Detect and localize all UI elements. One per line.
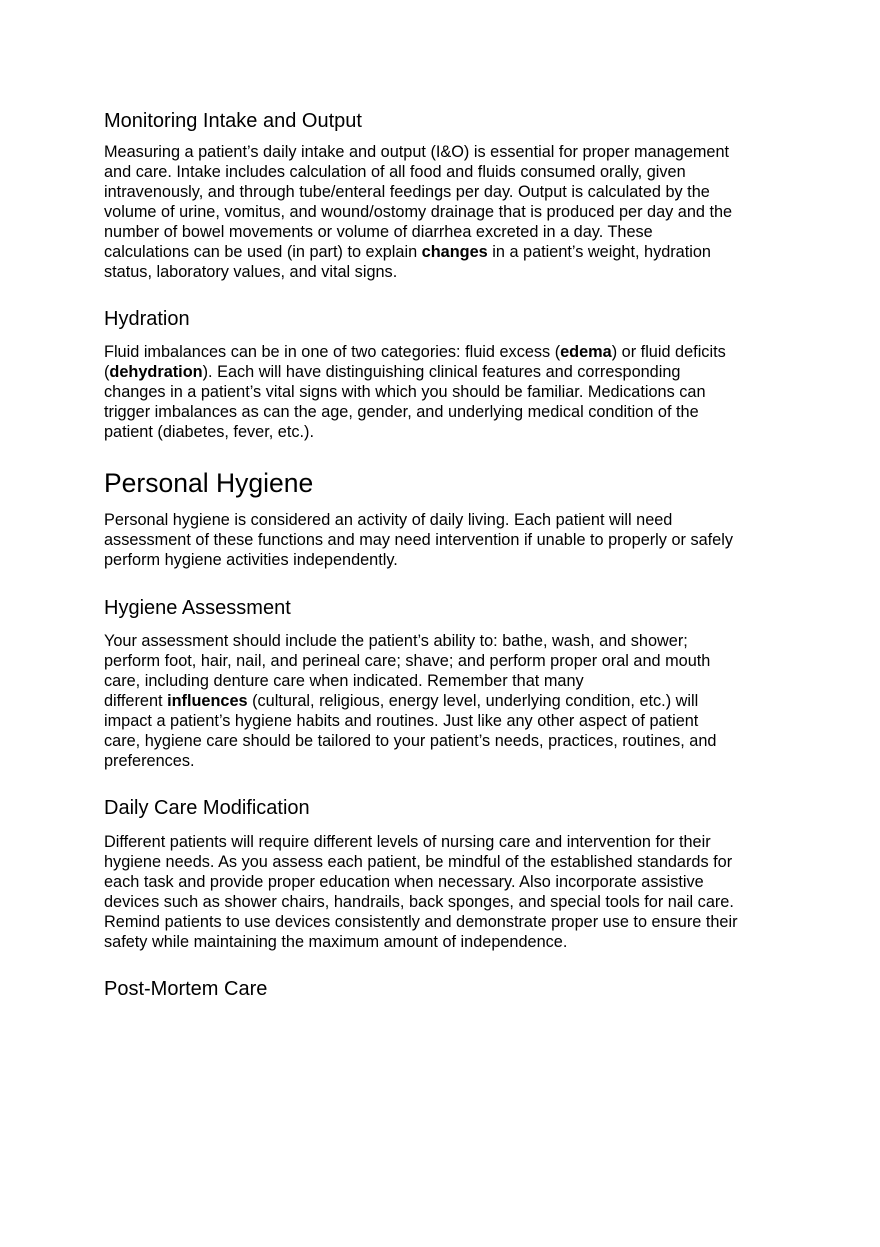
bold-term-dehydration: dehydration (109, 363, 203, 381)
paragraph-hygiene-assessment (104, 631, 784, 771)
heading-post-mortem-care: Post-Mortem Care (104, 978, 268, 1000)
heading-hydration: Hydration (104, 308, 190, 330)
heading-intake-output: Monitoring Intake and Output (104, 110, 362, 132)
text-line: Your assessment should include the patient’s ability to: bathe, wash, and shower; (104, 632, 688, 650)
text-line (104, 362, 784, 382)
heading-hygiene-assessment: Hygiene Assessment (104, 597, 291, 619)
paragraph-hydration (104, 342, 784, 442)
text-line: status, laboratory values, and vital signs. (104, 263, 398, 281)
text-line: assessment of these functions and may need intervention if unable to properly or safely (104, 531, 733, 549)
bold-term-influences: influences (167, 692, 248, 710)
text-line (104, 342, 784, 362)
text-segment: calculations can be used (in part) to explain (104, 243, 422, 261)
text-line: Personal hygiene is considered an activity of daily living. Each patient will need (104, 511, 673, 529)
text-line: patient (diabetes, fever, etc.). (104, 423, 314, 441)
text-segment: ). Each will have distinguishing clinical features and corresponding (202, 363, 681, 381)
text-segment: ( (104, 363, 110, 381)
text-line: impact a patient’s hygiene habits and routines. Just like any other aspect of patient (104, 712, 699, 730)
text-line: perform foot, hair, nail, and perineal care; shave; and perform proper oral and mouth (104, 652, 711, 670)
heading-daily-care-modification: Daily Care Modification (104, 797, 310, 819)
text-line: volume of urine, vomitus, and wound/ostomy drainage that is produced per day and the (104, 203, 733, 221)
bold-term-changes: changes (421, 243, 488, 261)
text-segment: different (104, 692, 168, 710)
paragraph-intake-output (104, 142, 784, 282)
text-segment: Fluid imbalances can be in one of two categories: fluid excess ( (104, 343, 561, 361)
text-line: preferences. (104, 752, 195, 770)
text-line: hygiene needs. As you assess each patient, be mindful of the established standards for (104, 853, 733, 871)
paragraph-daily-care-modification (104, 832, 784, 952)
text-line: intravenously, and through tube/enteral feedings per day. Output is calculated by the (104, 183, 710, 201)
text-segment: in a patient’s weight, hydration (487, 243, 711, 261)
text-segment: (cultural, religious, energy level, underlying condition, etc.) will (247, 692, 699, 710)
text-line (104, 691, 784, 711)
text-line: care, including denture care when indicated. Remember that many (104, 672, 584, 690)
text-line: and care. Intake includes calculation of all food and fluids consumed orally, given (104, 163, 686, 181)
text-line (104, 242, 784, 262)
text-segment: ) or fluid deficits (611, 343, 726, 361)
text-line: safety while maintaining the maximum amount of independence. (104, 933, 568, 951)
text-line: each task and provide proper education when necessary. Also incorporate assistive (104, 873, 704, 891)
text-line: perform hygiene activities independently. (104, 551, 398, 569)
text-line: Remind patients to use devices consistently and demonstrate proper use to ensure their (104, 913, 738, 931)
text-line: number of bowel movements or volume of diarrhea excreted in a day. These (104, 223, 653, 241)
heading-personal-hygiene: Personal Hygiene (104, 468, 314, 498)
paragraph-personal-hygiene (104, 510, 784, 570)
text-line: Different patients will require different levels of nursing care and intervention for their (104, 833, 711, 851)
text-line: Measuring a patient’s daily intake and output (I&O) is essential for proper management (104, 143, 730, 161)
text-line: devices such as shower chairs, handrails, back sponges, and special tools for nail care. (104, 893, 734, 911)
text-line: care, hygiene care should be tailored to your patient’s needs, practices, routines, and (104, 732, 717, 750)
bold-term-edema: edema (560, 343, 612, 361)
text-line: trigger imbalances as can the age, gender, and underlying medical condition of the (104, 403, 699, 421)
text-line: changes in a patient’s vital signs with which you should be familiar. Medications can (104, 383, 706, 401)
